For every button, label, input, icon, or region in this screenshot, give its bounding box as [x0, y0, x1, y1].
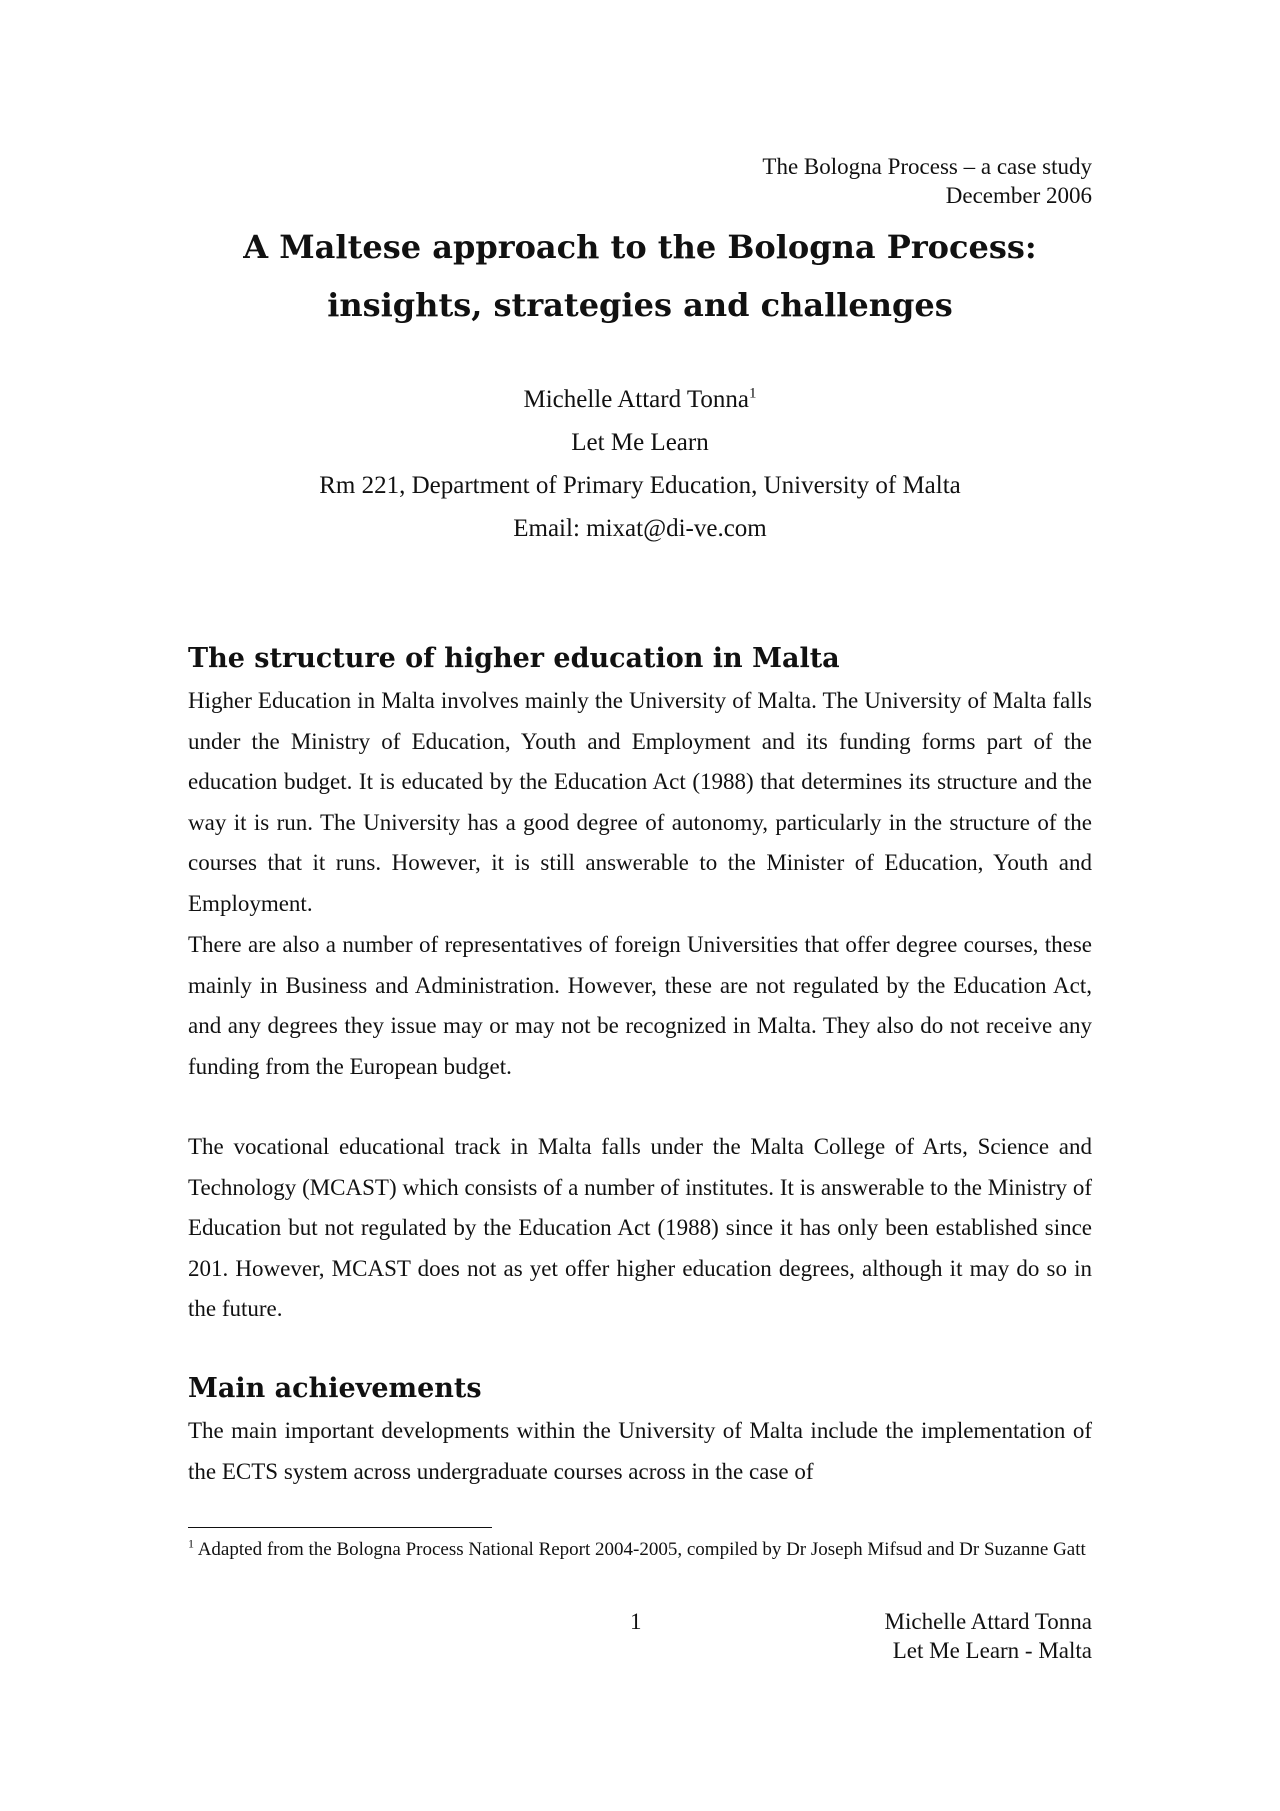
email-label: Email: [513, 515, 580, 542]
header-date: December 2006 [945, 183, 1092, 208]
email-address[interactable]: mixat@di-ve.com [586, 515, 767, 542]
author-email-line [188, 507, 1092, 550]
footnote-divider [188, 1527, 492, 1528]
author-block [188, 378, 1092, 550]
author-footnote-marker[interactable]: 1 [749, 385, 757, 402]
page-number: 1 [630, 1609, 642, 1634]
paragraph-structure-2: There are also a number of representatives of foreign Universities that offer degree courses, these mainly in Business and Administration. However, these are not regulated by the Education Act, and any degrees they issue may or may not be recognized in Malta. They also do not receive any funding from the European budget. [188, 932, 1092, 1079]
footnote-text: Adapted from the Bologna Process National Report 2004-2005, compiled by Dr Joseph Mifsud and Dr Suzanne Gatt [197, 1539, 1086, 1560]
paragraph-structure-1: Higher Education in Malta involves mainly the University of Malta. The University of Malta falls under the Ministry of Education, Youth and Employment and its funding forms part of the education budget. It is educated by the Education Act (1988) that determines its structure and the way it is run. The University has a good degree of autonomy, particularly in the structure of the courses that it runs. However, it is still answerable to the Minister of Education, Youth and Employment. [188, 688, 1092, 916]
footer-author: Michelle Attard Tonna [884, 1609, 1092, 1634]
paragraph-structure-3: The vocational educational track in Malta falls under the Malta College of Arts, Science and Technology (MCAST) which consists of a number of institutes. It is answerable to the Ministry of Education but not regulated by the Education Act (1988) since it has only been established since 201. However, MCAST does not as yet offer higher education degrees, although it may do so in the future. [188, 1134, 1092, 1321]
footnote-marker: 1 [188, 1536, 194, 1551]
document-title [188, 218, 1092, 334]
author-address: Rm 221, Department of Primary Education, University of Malta [319, 472, 961, 499]
paragraph-achievements-1: The main important developments within the University of Malta include the implementation of the ECTS system across undergraduate courses across in the case of [188, 1418, 1092, 1484]
section-heading-structure: The structure of higher education in Malta [188, 643, 840, 674]
title-line-2: insights, strategies and challenges [327, 286, 953, 324]
footer-organisation: Let Me Learn - Malta [892, 1638, 1092, 1663]
title-line-1: A Maltese approach to the Bologna Process: [243, 228, 1037, 266]
author-name: Michelle Attard Tonna [523, 386, 749, 413]
running-header [762, 152, 1092, 210]
footnote [188, 1537, 1092, 1562]
running-footer [885, 1607, 1092, 1665]
author-name-line [188, 378, 1092, 421]
header-series-title: The Bologna Process – a case study [762, 154, 1092, 179]
section-heading-achievements: Main achievements [188, 1373, 482, 1404]
author-organisation: Let Me Learn [571, 429, 709, 456]
